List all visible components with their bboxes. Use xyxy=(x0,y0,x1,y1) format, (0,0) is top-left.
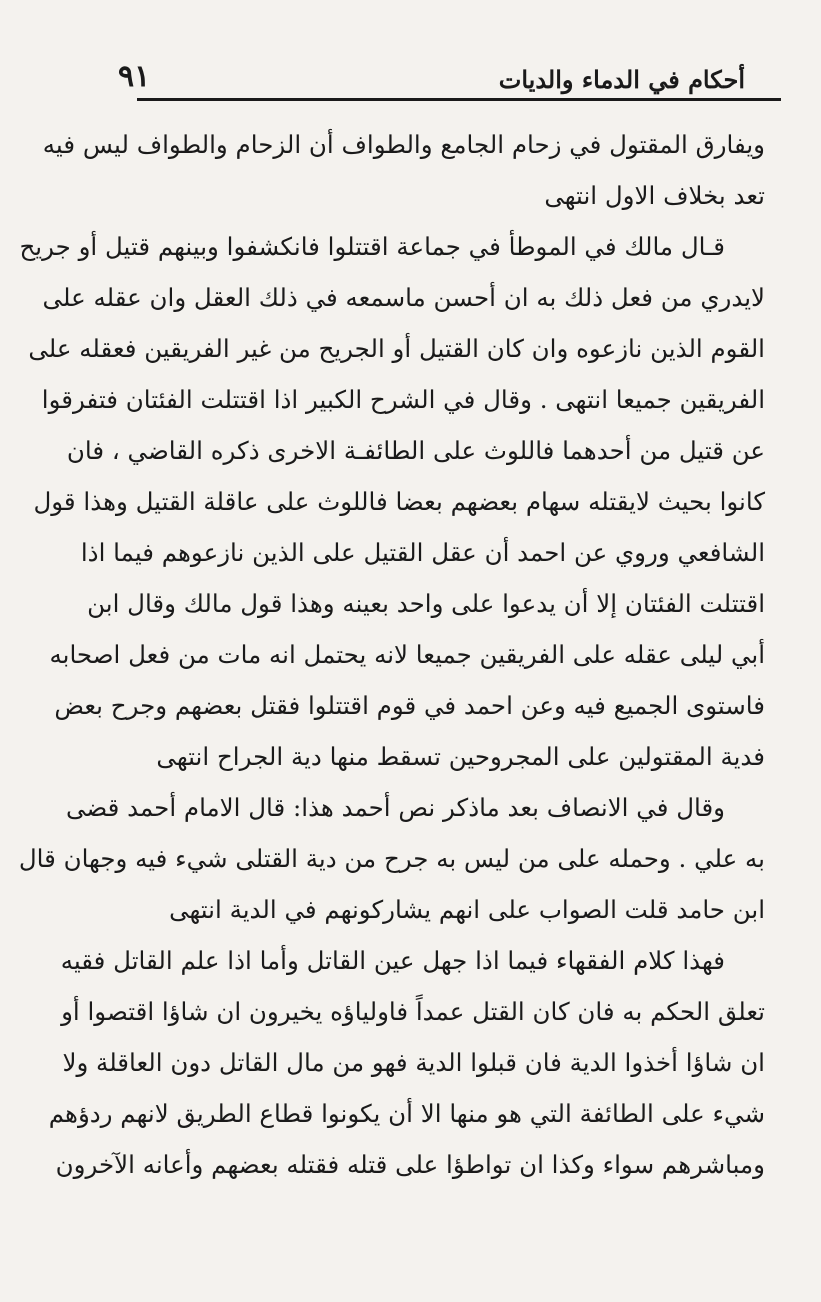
text-line: وقال في الانصاف بعد ماذكر نص أحمد هذا: قال الامام أحمد قضى xyxy=(65,793,725,822)
page-header xyxy=(118,52,765,92)
text-line: الفريقين جميعا انتهى . وقال في الشرح الكبير اذا اقتتلت الفئتان فتفرقوا xyxy=(41,385,765,414)
text-line: فدية المقتولين على المجروحين تسقط منها دية الجراح انتهى xyxy=(156,742,765,771)
text-line: شيء على الطائفة التي هو منها الا أن يكونوا قطاع الطريق لانهم ردؤهم xyxy=(48,1099,765,1128)
page-body xyxy=(18,119,765,1190)
text-line: ان شاؤا أخذوا الدية فان قبلوا الدية فهو من مال القاتل دون العاقلة ولا xyxy=(62,1048,765,1077)
text-line: ومباشرهم سواء وكذا ان تواطؤا على قتله فقتله بعضهم وأعانه الآخرون xyxy=(55,1150,765,1179)
text-line: قـال مالك في الموطأ في جماعة اقتتلوا فانكشفوا وبينهم قتيل أو جريح xyxy=(19,232,725,261)
text-line: ويفارق المقتول في زحام الجامع والطواف أن الزحام والطواف ليس فيه xyxy=(42,130,765,159)
text-line: لايدري من فعل ذلك به ان أحسن ماسمعه في ذلك العقل وان عقله على xyxy=(42,283,765,312)
text-line: ابن حامد قلت الصواب على انهم يشاركونهم في الدية انتهى xyxy=(169,895,765,924)
text-line: فاستوى الجميع فيه وعن احمد في قوم اقتتلوا فقتل بعضهم وجرح بعض xyxy=(54,691,765,720)
text-line: عن قتيل من أحدهما فاللوث على الطائفـة الاخرى ذكره القاضي ، فان xyxy=(66,436,765,465)
text-line: كانوا بحيث لايقتله سهام بعضهم بعضا فاللوث على عاقلة القتيل وهذا قول xyxy=(33,487,765,516)
text-line: تعلق الحكم به فان كان القتل عمداً فاولياؤه يخيرون ان شاؤا اقتصوا أو xyxy=(61,997,765,1026)
text-line: تعد بخلاف الاول انتهى xyxy=(544,181,765,210)
text-line: به علي . وحمله على من ليس به جرح من دية القتلى شيء فيه وجهان قال xyxy=(18,844,765,873)
running-title: أحكام في الدماء والديات xyxy=(498,65,745,94)
header-rule xyxy=(137,98,781,101)
text-line: القوم الذين نازعوه وان كان القتيل أو الجريح من غير الفريقين فعقله على xyxy=(28,334,765,363)
text-line: الشافعي وروي عن احمد أن عقل القتيل على الذين نازعوهم فيما اذا xyxy=(80,538,765,567)
page-number: ٩١ xyxy=(118,59,151,94)
text-line: اقتتلت الفئتان إلا أن يدعوا على واحد بعينه وهذا قول مالك وقال ابن xyxy=(87,589,765,618)
text-line: فهذا كلام الفقهاء فيما اذا جهل عين القاتل وأما اذا علم القاتل فقيه xyxy=(60,946,725,975)
text-line: أبي ليلى عقله على الفريقين جميعا لانه يحتمل انه مات من فعل اصحابه xyxy=(49,640,765,669)
